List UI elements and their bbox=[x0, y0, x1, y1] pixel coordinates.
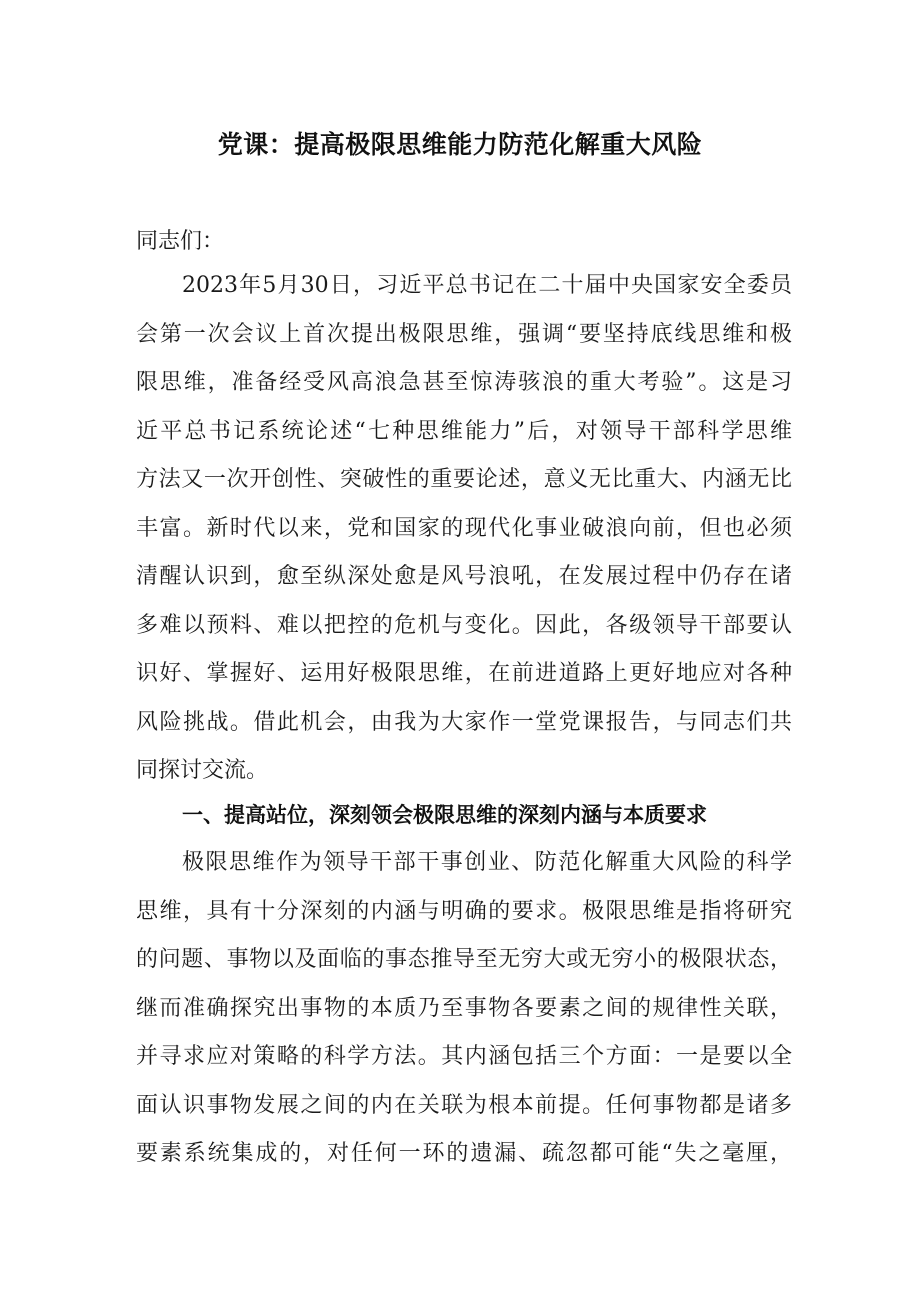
paragraph-line: 丰富。新时代以来，党和国家的现代化事业破浪向前，但也必须 bbox=[136, 515, 792, 541]
paragraph-line: 并寻求应对策略的科学方法。其内涵包括三个方面：一是要以全 bbox=[136, 1044, 792, 1069]
paragraph-line: 2023年5月30日，习近平总书记在二十届中央国家安全委员 bbox=[182, 273, 792, 298]
paragraph-line: 会第一次会议上首次提出极限思维，强调“要坚持底线思维和极 bbox=[136, 321, 792, 347]
paragraph-line: 面认识事物发展之间的内在关联为根本前提。任何事物都是诸多 bbox=[136, 1092, 792, 1118]
document-title: 党课：提高极限思维能力防范化解重大风险 bbox=[217, 130, 703, 159]
paragraph-line: 限思维，准备经受风高浪急甚至惊涛骇浪的重大考验”。这是习 bbox=[136, 370, 792, 395]
paragraph-line: 识好、掌握好、运用好极限思维，在前进道路上更好地应对各种 bbox=[136, 661, 792, 686]
paragraph-line: 方法又一次开创性、突破性的重要论述，意义无比重大、内涵无比 bbox=[136, 467, 792, 492]
paragraph-line: 继而准确探究出事物的本质乃至事物各要素之间的规律性关联， bbox=[136, 995, 792, 1021]
paragraph-line: 风险挑战。借此机会，由我为大家作一堂党课报告，与同志们共 bbox=[136, 709, 792, 735]
paragraph-line: 近平总书记系统论述“七种思维能力”后，对领导干部科学思维 bbox=[136, 418, 792, 444]
paragraph-line: 同探讨交流。 bbox=[136, 758, 269, 783]
paragraph-intro bbox=[136, 262, 792, 796]
paragraph-line: 清醒认识到，愈至纵深处愈是风号浪吼，在发展过程中仍存在诸 bbox=[136, 564, 792, 589]
section-heading-1: 一、提高站位，深刻领会极限思维的深刻内涵与本质要求 bbox=[182, 803, 707, 827]
paragraph-section-1 bbox=[136, 839, 792, 1179]
paragraph-line: 极限思维作为领导干部干事创业、防范化解重大风险的科学 bbox=[182, 850, 792, 875]
paragraph-line: 的问题、事物以及面临的事态推导至无穷大或无穷小的极限状态， bbox=[136, 947, 792, 972]
paragraph-line: 要素系统集成的，对任何一环的遗漏、疏忽都可能“失之毫厘， bbox=[136, 1141, 792, 1166]
paragraph-line: 多难以预料、难以把控的危机与变化。因此，各级领导干部要认 bbox=[136, 612, 792, 638]
salutation: 同志们： bbox=[136, 229, 225, 254]
paragraph-line: 思维，具有十分深刻的内涵与明确的要求。极限思维是指将研究 bbox=[136, 898, 792, 924]
